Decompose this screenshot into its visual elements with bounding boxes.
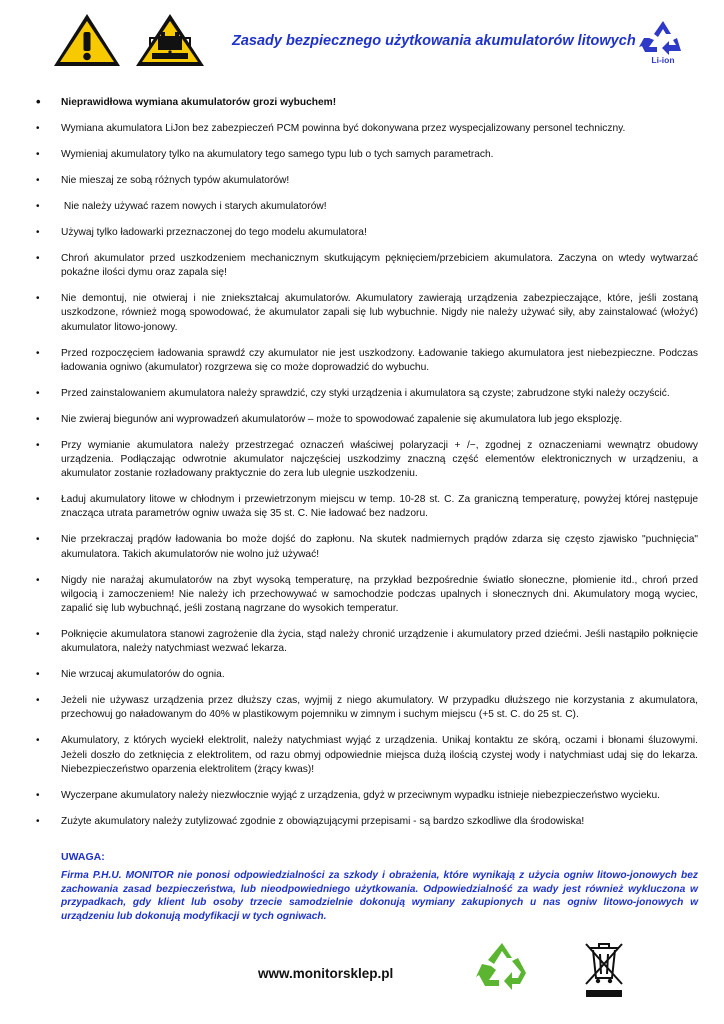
li-ion-recycle-icon <box>634 18 692 56</box>
exclamation-warning-icon <box>52 12 122 68</box>
bullet-icon: • <box>36 201 40 212</box>
bullet-icon: • <box>36 494 40 506</box>
rule-text: Nie należy używać razem nowych i starych akumulatorów! <box>61 201 327 212</box>
document-title: Zasady bezpiecznego użytkowania akumulatorów litowych <box>232 33 636 49</box>
rule-text: Nie zwieraj biegunów ani wyprowadzeń akumulatorów – może to spowodować zapalenie się akumulatora lub jego eksplozję. <box>61 413 623 425</box>
bullet-icon: • <box>36 695 40 707</box>
rule-item <box>36 789 698 803</box>
battery-corrosive-warning-icon <box>134 12 206 68</box>
rule-item <box>36 226 698 240</box>
liability-disclaimer: Firma P.H.U. MONITOR nie ponosi odpowiedzialności za szkody i obrażenia, które wynikają z użycia ogniw litowo-jonowych bez zachowania zasad bezpieczeństwa, lub nieodpowiedniego użytkowania. Odpowiedzialność za wady jest również wykluczona w przypadkach, gdy klient lub osoby trzecie samodzielnie dokonują wymiany zakupionych u nas ogniw litowo-jonowych w urządzeniu lub dokonują modyfikacji w tych ogniwach. <box>61 870 698 922</box>
bullet-icon: • <box>36 149 40 160</box>
bullet-icon: • <box>36 123 40 134</box>
bullet-icon: • <box>36 735 40 747</box>
rule-item <box>36 387 698 401</box>
safety-rules-list <box>36 96 698 841</box>
rule-item <box>36 574 698 617</box>
rule-text: Wymieniaj akumulatory tylko na akumulatory tego samego typu lub o tych samych parametrach. <box>61 149 494 160</box>
rule-text: Nie demontuj, nie otwieraj i nie zniekształcaj akumulatorów. Akumulatory zawierają urządzenia zabezpieczające, które, jeśli zostaną uszkodzone, również mogą spowodować, że akumulator zapali się lub wybuchnie. Nigdy nie należy używać siły, aby zainstalować (włożyć) akumulator litowo-jonowy. <box>61 293 698 333</box>
rule-text: Używaj tylko ładowarki przeznaczonej do tego modelu akumulatora! <box>61 227 367 238</box>
rule-item <box>36 694 698 722</box>
warning-label: UWAGA: <box>61 851 105 863</box>
bullet-icon: • <box>36 574 40 586</box>
bullet-icon: • <box>36 387 40 399</box>
bullet-icon: • <box>36 439 40 451</box>
bullet-icon: • <box>36 253 40 264</box>
crossed-bin-icon <box>582 938 626 1000</box>
rule-item <box>36 734 698 777</box>
rule-item <box>36 413 698 427</box>
rule-item <box>36 668 698 682</box>
rule-item <box>36 628 698 656</box>
rule-item <box>36 292 698 335</box>
rule-text: Zużyte akumulatory należy zutylizować zgodnie z obowiązującymi przepisami - są bardzo szkodliwe dla środowiska! <box>61 815 585 827</box>
bullet-icon: • <box>36 789 40 801</box>
bullet-icon: • <box>36 347 40 359</box>
rule-item <box>36 815 698 829</box>
bullet-icon: • <box>36 534 40 546</box>
website-link[interactable]: www.monitorsklep.pl <box>258 966 394 981</box>
rule-item <box>36 122 698 136</box>
bullet-icon: • <box>36 293 40 305</box>
rule-text: Nie przekraczaj prądów ładowania bo może dojść do zapłonu. Na skutek nadmiernych prądów zdarza się często zjawisko "puchnięcia" akumulatora. Takich akumulatorów nie wolno już używać! <box>61 534 698 560</box>
li-ion-label: Li-ion <box>651 55 675 65</box>
bullet-icon: • <box>36 629 40 641</box>
rule-text: Nigdy nie narażaj akumulatorów na zbyt wysoką temperaturę, na przykład bezpośrednie światło słoneczne, płomienie itd., chroń przed wilgocią i zamoczeniem! Nie należy ich przechowywać w samochodzie podczas upalnych i słonecznych dni. Akumulatory mogą wyciec, zapalić się lub wybuchnąć, jeśli zostaną nagrzane do wysokich temperatur. <box>61 574 698 615</box>
rule-text: Połknięcie akumulatora stanowi zagrożenie dla życia, stąd należy chronić urządzenie i akumulatory przed dziećmi. Jeśli nastąpiło połknięcie akumulatora, należy natychmiast wezwać lekarza. <box>61 629 698 655</box>
rule-text: Ładuj akumulatory litowe w chłodnym i przewietrzonym miejscu w temp. 10-28 st. C. Za graniczną temperaturę, powyżej której następuje znacząca utrata parametrów ogniw uważa się 35 st. C. Nie ładować bez nadzoru. <box>61 494 698 520</box>
bullet-icon: • <box>36 815 40 827</box>
bullet-icon: • <box>36 175 40 186</box>
rule-item <box>36 439 698 482</box>
rule-text: Chroń akumulator przed uszkodzeniem mechanicznym skutkującym pęknięciem/przebiciem akumulatora. Zaczyna on wtedy wytwarzać pokaźne ilości dymu oraz zapala się! <box>61 253 698 279</box>
rule-item <box>36 252 698 280</box>
rule-text: Nie mieszaj ze sobą różnych typów akumulatorów! <box>61 175 290 186</box>
document-header <box>0 0 724 80</box>
bullet-icon: • <box>36 669 40 681</box>
rule-item <box>36 174 698 188</box>
rule-text: Wymiana akumulatora LiJon bez zabezpieczeń PCM powinna być dokonywana przez wyspecjalizowany personel techniczny. <box>61 123 626 134</box>
rule-item <box>36 493 698 521</box>
rule-text: Nieprawidłowa wymiana akumulatorów grozi wybuchem! <box>61 97 337 108</box>
rule-text: Przy wymianie akumulatora należy przestrzegać oznaczeń właściwej polaryzacji + /−, zgodnej z oznaczeniami wewnątrz obudowy urządzenia. Podłączając odwrotnie akumulator najczęściej uszkodzimy znaczną część elementów elektronicznych w urządzeniu, a akumulator zostanie rozładowany praktycznie do zera lub ulegnie uszkodzeniu. <box>61 439 698 480</box>
rule-text: Akumulatory, z których wyciekł elektrolit, należy natychmiast wyjąć z urządzenia. Unikaj kontaktu ze skórą, oczami i błonami śluzowymi. Jeżeli doszło do zetknięcia z elektrolitem, od razu obmyj odpowiednie miejsca dużą ilością czystej wody i natychmiast udaj się do lekarza. Niebezpieczeństwo oparzenia elektrolitem (żrący kwas)! <box>61 735 698 775</box>
rule-text: Jeżeli nie używasz urządzenia przez dłuższy czas, wyjmij z niego akumulatory. W przypadku dłuższego nie korzystania z akumulatora, przechowuj go naładowanym do 40% w plastikowym pojemniku w zimnym i suchym miejscu (+5 st. C. do 25 st. C). <box>61 695 698 721</box>
recycle-icon <box>474 940 530 994</box>
rule-text: Przed zainstalowaniem akumulatora należy sprawdzić, czy styki urządzenia i akumulatora są czyste; zabrudzone styki należy oczyścić. <box>61 387 670 399</box>
rule-item <box>36 347 698 375</box>
rule-item <box>36 148 698 162</box>
rule-text: Wyczerpane akumulatory należy niezwłocznie wyjąć z urządzenia, gdyż w przeciwnym wypadku istnieje niebezpieczeństwo wycieku. <box>61 789 660 801</box>
rule-item <box>36 200 698 214</box>
bullet-icon: • <box>36 94 41 109</box>
bullet-icon: • <box>36 227 40 238</box>
bullet-icon: • <box>36 413 40 425</box>
rule-item <box>36 96 698 110</box>
rule-item <box>36 533 698 561</box>
rule-text: Przed rozpoczęciem ładowania sprawdź czy akumulator nie jest uszkodzony. Ładowanie takiego akumulatora jest niebezpieczne. Podczas ładowania ogniwo (akumulator) rozgrzewa się co może doprowadzić do wybuchu. <box>61 347 698 373</box>
li-ion-logo <box>634 18 692 68</box>
rule-text: Nie wrzucaj akumulatorów do ognia. <box>61 669 225 681</box>
